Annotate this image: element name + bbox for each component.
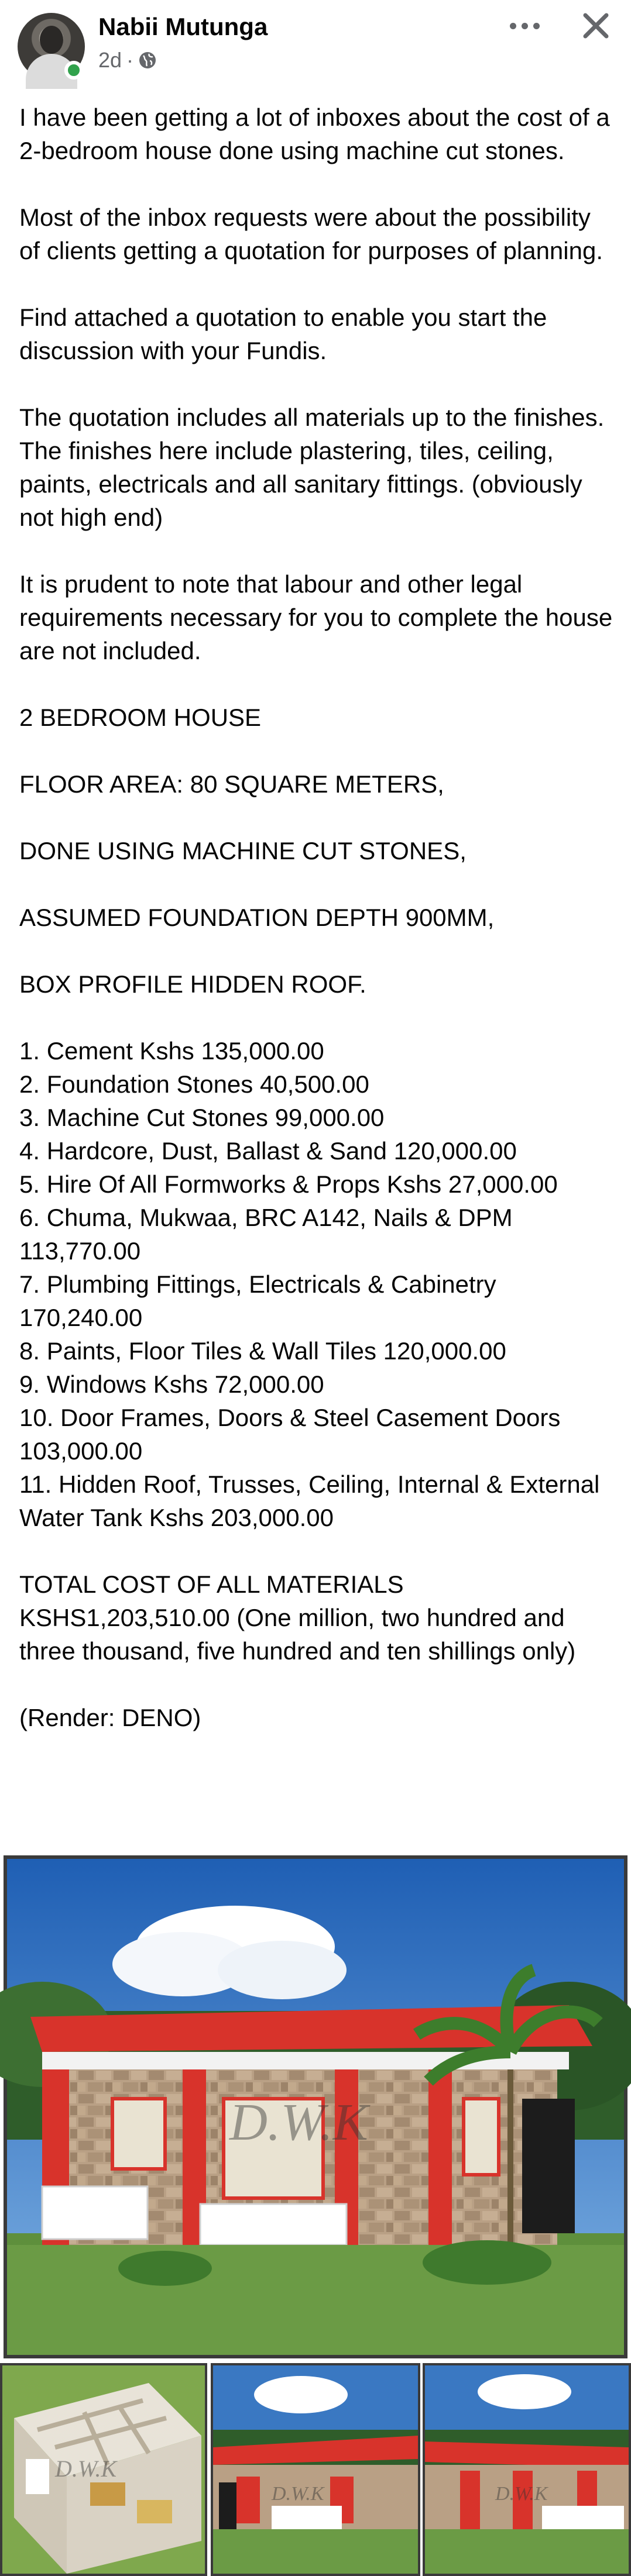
list-item: 7. Plumbing Fittings, Electricals & Cabinetry 170,240.00 [19, 1270, 496, 1331]
online-status-dot [64, 61, 83, 80]
watermark-text: D.W.K [229, 2093, 368, 2151]
render-credit: (Render: DENO) [19, 1704, 201, 1731]
more-dot [510, 23, 516, 29]
heading-line: 2 BEDROOM HOUSE [19, 704, 262, 731]
post-time[interactable]: 2d [98, 48, 122, 72]
post-header [0, 0, 631, 88]
more-options-button[interactable] [501, 14, 548, 37]
author-name[interactable]: Nabii Mutunga [98, 13, 268, 40]
spec-line: ASSUMED FOUNDATION DEPTH 900MM, [19, 904, 495, 931]
spec-line: BOX PROFILE HIDDEN ROOF. [19, 970, 366, 998]
post-body [19, 101, 616, 1734]
list-item: 10. Door Frames, Doors & Steel Casement Doors 103,000.00 [19, 1404, 561, 1465]
list-item: 4. Hardcore, Dust, Ballast & Sand 120,000.00 [19, 1137, 517, 1165]
paragraph: The quotation includes all materials up to the finishes. The finishes here include plastering, tiles, ceiling, paints, electricals and all sanitary fittings. (obviously not high end) [19, 404, 605, 531]
list-item: 5. Hire Of All Formworks & Props Kshs 27,000.00 [19, 1170, 558, 1198]
watermark-text: D.W.K [495, 2483, 548, 2505]
paragraph: Find attached a quotation to enable you start the discussion with your Fundis. [19, 304, 547, 364]
main-photo[interactable] [4, 1855, 627, 2358]
list-item: 1. Cement Kshs 135,000.00 [19, 1037, 324, 1065]
paragraph: I have been getting a lot of inboxes about the cost of a 2-bedroom house done using machine cut stones. [19, 104, 610, 164]
globe-icon[interactable] [138, 51, 157, 70]
close-button[interactable] [578, 8, 613, 43]
spec-line: DONE USING MACHINE CUT STONES, [19, 837, 467, 865]
meta-separator: · [126, 48, 134, 72]
photo-gallery [0, 1848, 631, 2505]
close-icon [578, 8, 613, 43]
floorplan-image [2, 2365, 205, 2574]
house-render-image [213, 2365, 418, 2574]
list-item: 11. Hidden Roof, Trusses, Ceiling, Internal & External Water Tank Kshs 203,000.00 [19, 1470, 600, 1531]
house-render-image [425, 2365, 629, 2574]
list-item: 3. Machine Cut Stones 99,000.00 [19, 1104, 385, 1131]
watermark-text: D.W.K [55, 2456, 117, 2482]
house-render-image [7, 1859, 624, 2355]
thumbnail-floorplan[interactable] [0, 2363, 207, 2576]
list-item: 2. Foundation Stones 40,500.00 [19, 1070, 369, 1098]
list-item: 8. Paints, Floor Tiles & Wall Tiles 120,000.00 [19, 1337, 506, 1365]
list-item: 6. Chuma, Mukwaa, BRC A142, Nails & DPM 113,770.00 [19, 1204, 513, 1265]
watermark-text: D.W.K [272, 2483, 324, 2505]
post-meta [98, 48, 157, 73]
more-dot [522, 23, 528, 29]
paragraph: It is prudent to note that labour and other legal requirements necessary for you to complete the house are not included. [19, 570, 613, 664]
list-item: 9. Windows Kshs 72,000.00 [19, 1370, 324, 1398]
total-line: TOTAL COST OF ALL MATERIALS KSHS1,203,510.00 (One million, two hundred and three thousand, five hundred and ten shillings only) [19, 1571, 576, 1665]
quotation-list [19, 1034, 616, 1534]
thumbnail-house-view-3[interactable] [423, 2363, 631, 2576]
spec-line: FLOOR AREA: 80 SQUARE METERS, [19, 770, 444, 798]
thumbnail-house-view-2[interactable] [211, 2363, 420, 2576]
more-dot [533, 23, 540, 29]
paragraph: Most of the inbox requests were about the possibility of clients getting a quotation for purposes of planning. [19, 204, 603, 264]
avatar-head [40, 26, 63, 54]
